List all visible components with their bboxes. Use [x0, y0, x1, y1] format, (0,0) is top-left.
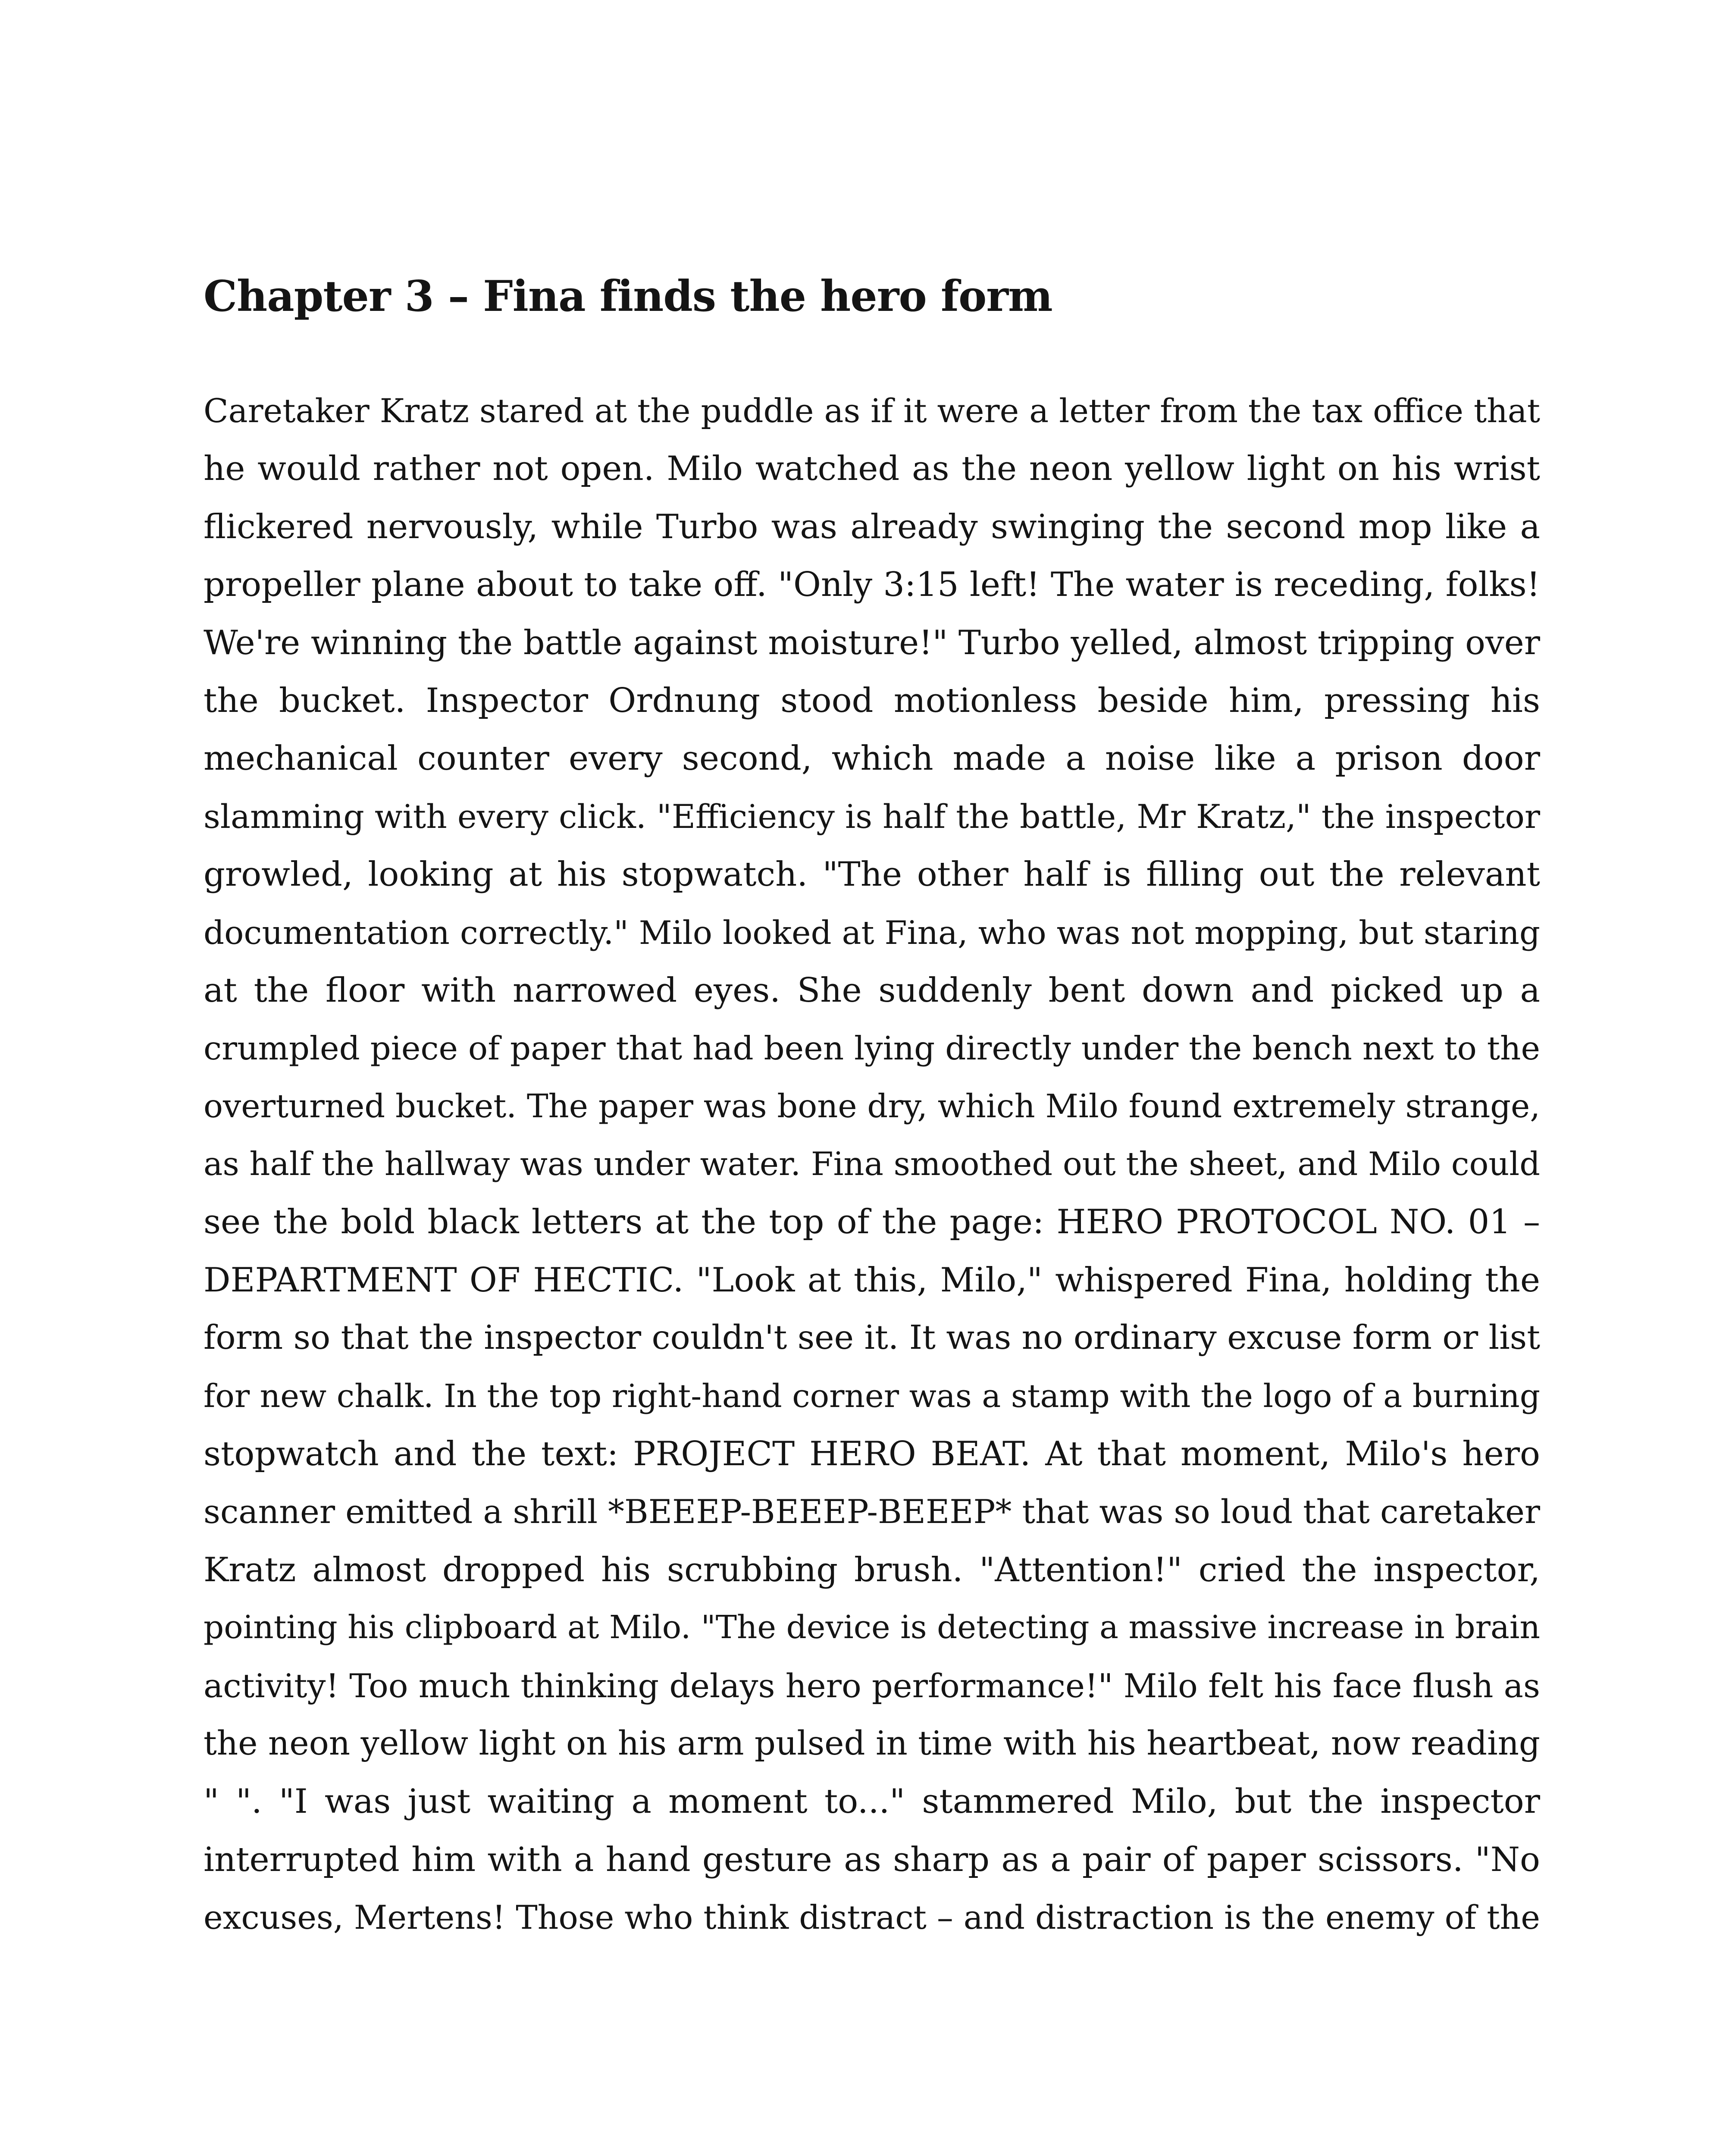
text-line: stopwatch and the text: PROJECT HERO BEAT. At that moment, Milo's hero	[204, 1435, 1540, 1474]
text-line: see the bold black letters at the top of the page: HERO PROTOCOL NO. 01 –	[204, 1203, 1540, 1242]
text-line: for new chalk. In the top right-hand corner was a stamp with the logo of a burning	[204, 1377, 1540, 1415]
text-line: overturned bucket. The paper was bone dry, which Milo found extremely strange,	[204, 1087, 1540, 1125]
text-line: growled, looking at his stopwatch. "The other half is filling out the relevant	[204, 855, 1540, 894]
text-line: interrupted him with a hand gesture as sharp as a pair of paper scissors. "No	[204, 1840, 1540, 1879]
text-line: " ". "I was just waiting a moment to..." stammered Milo, but the inspector	[204, 1782, 1540, 1821]
text-line: activity! Too much thinking delays hero performance!" Milo felt his face flush as	[204, 1666, 1540, 1705]
text-line: scanner emitted a shrill *BEEEP-BEEEP-BEEEP* that was so loud that caretaker	[204, 1493, 1540, 1531]
text-line: the neon yellow light on his arm pulsed in time with his heartbeat, now reading	[204, 1724, 1540, 1763]
chapter-title: Chapter 3 – Fina finds the hero form	[204, 272, 1052, 321]
text-line: DEPARTMENT OF HECTIC. "Look at this, Milo," whispered Fina, holding the	[204, 1260, 1540, 1300]
chapter-body-text	[204, 382, 1540, 1947]
text-line: crumpled piece of paper that had been lying directly under the bench next to the	[204, 1029, 1540, 1068]
text-line: as half the hallway was under water. Fina smoothed out the sheet, and Milo could	[204, 1145, 1540, 1183]
text-line: the bucket. Inspector Ordnung stood motionless beside him, pressing his	[204, 681, 1540, 720]
text-line: he would rather not open. Milo watched as the neon yellow light on his wrist	[204, 449, 1540, 489]
text-line: mechanical counter every second, which made a noise like a prison door	[204, 739, 1540, 778]
text-line: at the floor with narrowed eyes. She suddenly bent down and picked up a	[204, 971, 1540, 1010]
text-line: documentation correctly." Milo looked at Fina, who was not mopping, but staring	[204, 913, 1540, 952]
text-line: flickered nervously, while Turbo was already swinging the second mop like a	[204, 507, 1540, 546]
text-line: Caretaker Kratz stared at the puddle as if it were a letter from the tax office that	[204, 392, 1540, 430]
text-line: We're winning the battle against moisture!" Turbo yelled, almost tripping over	[204, 623, 1540, 662]
text-line: Kratz almost dropped his scrubbing brush. "Attention!" cried the inspector,	[204, 1550, 1540, 1589]
text-line: slamming with every click. "Efficiency is half the battle, Mr Kratz," the inspector	[204, 797, 1540, 836]
text-line: pointing his clipboard at Milo. "The device is detecting a massive increase in brain	[204, 1609, 1540, 1646]
text-line: form so that the inspector couldn't see it. It was no ordinary excuse form or list	[204, 1319, 1540, 1357]
text-line: excuses, Mertens! Those who think distract – and distraction is the enemy of the	[204, 1899, 1540, 1937]
text-line: propeller plane about to take off. "Only 3:15 left! The water is receding, folks!	[204, 565, 1540, 605]
